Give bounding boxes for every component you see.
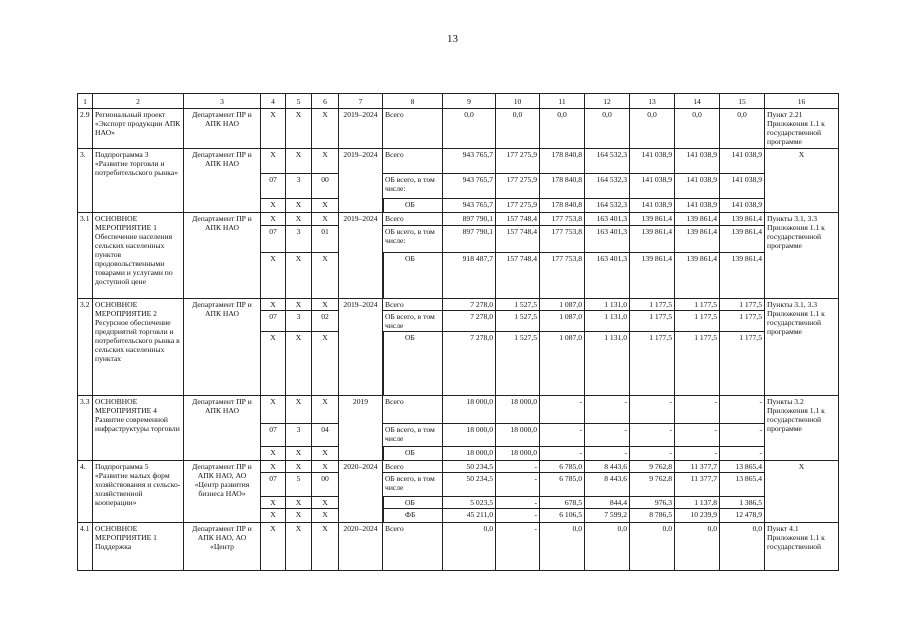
value-cell: 1 087,0 <box>540 311 585 332</box>
row-number: 3.1 <box>78 213 93 299</box>
value-cell: 141 038,9 <box>720 199 765 213</box>
code-col5: 3 <box>286 174 312 199</box>
row-number: 3. <box>78 149 93 213</box>
value-cell: 976,3 <box>630 497 675 509</box>
value-cell: 12 478,9 <box>720 509 765 523</box>
code-col5: 5 <box>286 473 312 497</box>
period: 2020–2024 <box>339 461 383 523</box>
code-col6: X <box>312 213 339 226</box>
code-col6: X <box>312 509 339 523</box>
code-col5: X <box>286 509 312 523</box>
value-cell: - <box>720 424 765 447</box>
value-cell: 157 748,4 <box>496 253 540 299</box>
funding-source: Всего <box>383 149 443 174</box>
value-cell: 11 377,7 <box>675 461 720 473</box>
value-cell: 141 038,9 <box>630 149 675 174</box>
code-col4: X <box>261 396 286 424</box>
funding-source: Всего <box>383 299 443 311</box>
value-cell: 163 401,3 <box>585 253 630 299</box>
funding-source: ОБ <box>383 332 443 396</box>
value-cell: 7 278,0 <box>443 311 496 332</box>
executor: Департамент ПР и АПК НАО <box>184 149 261 213</box>
code-col5: 3 <box>286 311 312 332</box>
value-cell: 1 131,0 <box>585 299 630 311</box>
header-cell: 13 <box>630 94 675 109</box>
code-col4: X <box>261 497 286 509</box>
value-cell: 163 401,3 <box>585 226 630 253</box>
value-cell: 0,0 <box>630 523 675 571</box>
code-col4: X <box>261 109 286 149</box>
code-col6: X <box>312 199 339 213</box>
value-cell: 1 386,5 <box>720 497 765 509</box>
value-cell: 1 177,5 <box>675 299 720 311</box>
value-cell: 918 487,7 <box>443 253 496 299</box>
value-cell: 141 038,9 <box>675 199 720 213</box>
value-cell: 139 861,4 <box>675 253 720 299</box>
code-col5: X <box>286 461 312 473</box>
code-col5: X <box>286 396 312 424</box>
header-cell: 1 <box>78 94 93 109</box>
header-cell: 5 <box>286 94 312 109</box>
row-number: 4. <box>78 461 93 523</box>
program-name: Подпрограмма 3 «Развитие торговли и потребительского рынка» <box>93 149 184 213</box>
value-cell: 8 443,6 <box>585 473 630 497</box>
funding-source: ОБ <box>383 497 443 509</box>
value-cell: 139 861,4 <box>630 253 675 299</box>
value-cell: 157 748,4 <box>496 213 540 226</box>
value-cell: - <box>630 447 675 461</box>
value-cell: 897 790,1 <box>443 213 496 226</box>
value-cell: - <box>675 424 720 447</box>
value-cell: 1 177,5 <box>630 311 675 332</box>
value-cell: 6 785,0 <box>540 461 585 473</box>
header-cell: 6 <box>312 94 339 109</box>
executor: Департамент ПР и АПК НАО, АО «Центр <box>184 523 261 571</box>
value-cell: 45 211,0 <box>443 509 496 523</box>
code-col6: 00 <box>312 174 339 199</box>
value-cell: 1 177,5 <box>675 332 720 396</box>
value-cell: 1 177,5 <box>720 299 765 311</box>
table-row <box>78 109 839 149</box>
value-cell: 164 532,3 <box>585 149 630 174</box>
period: 2020–2024 <box>339 523 383 571</box>
program-name: Региональный проект «Экспорт продукции АПК НАО» <box>93 109 184 149</box>
code-col6: X <box>312 332 339 396</box>
value-cell: - <box>630 424 675 447</box>
value-cell: 11 377,7 <box>675 473 720 497</box>
value-cell: 178 840,8 <box>540 199 585 213</box>
value-cell: 141 038,9 <box>720 149 765 174</box>
header-cell: 12 <box>585 94 630 109</box>
value-cell: 0,0 <box>675 523 720 571</box>
funding-source: ОБ всего, в том числе: <box>383 174 443 199</box>
value-cell: 139 861,4 <box>630 226 675 253</box>
funding-source: Всего <box>383 523 443 571</box>
header-cell: 7 <box>339 94 383 109</box>
code-col5: 3 <box>286 226 312 253</box>
value-cell: 943 765,7 <box>443 199 496 213</box>
header-cell: 10 <box>496 94 540 109</box>
value-cell: - <box>540 396 585 424</box>
value-cell: 1 177,5 <box>630 299 675 311</box>
value-cell: 0,0 <box>585 523 630 571</box>
period: 2019–2024 <box>339 149 383 213</box>
period: 2019 <box>339 396 383 461</box>
value-cell: 1 177,5 <box>720 332 765 396</box>
value-cell: 8 786,5 <box>630 509 675 523</box>
value-cell: 0,0 <box>585 109 630 149</box>
code-col6: 04 <box>312 424 339 447</box>
value-cell: 0,0 <box>496 109 540 149</box>
value-cell: - <box>496 497 540 509</box>
program-name: ОСНОВНОЕ МЕРОПРИЯТИЕ 2 Ресурсное обеспечение предприятий торговли и потребительского рынка в сельских населенных пунктах <box>93 299 184 396</box>
header-cell: 11 <box>540 94 585 109</box>
funding-source: ОБ всего, в том числе <box>383 473 443 497</box>
value-cell: 177 275,9 <box>496 174 540 199</box>
program-name: ОСНОВНОЕ МЕРОПРИЯТИЕ 4 Развитие современной инфраструктуры торговли <box>93 396 184 461</box>
value-cell: 177 753,8 <box>540 253 585 299</box>
funding-source: Всего <box>383 213 443 226</box>
value-cell: 164 532,3 <box>585 199 630 213</box>
code-col5: X <box>286 332 312 396</box>
value-cell: 6 106,5 <box>540 509 585 523</box>
period: 2019–2024 <box>339 299 383 396</box>
value-cell: - <box>540 447 585 461</box>
code-col5: X <box>286 199 312 213</box>
value-cell: 139 861,4 <box>675 213 720 226</box>
code-col4: X <box>261 299 286 311</box>
value-cell: 18 000,0 <box>496 396 540 424</box>
value-cell: 50 234,5 <box>443 473 496 497</box>
table-row <box>78 461 839 473</box>
value-cell: 18 000,0 <box>496 447 540 461</box>
value-cell: 1 177,5 <box>630 332 675 396</box>
value-cell: 1 177,5 <box>675 311 720 332</box>
value-cell: 0,0 <box>443 523 496 571</box>
value-cell: - <box>585 396 630 424</box>
code-col5: 3 <box>286 424 312 447</box>
executor: Департамент ПР и АПК НАО <box>184 109 261 149</box>
value-cell: 0,0 <box>540 523 585 571</box>
value-cell: - <box>720 396 765 424</box>
value-cell: 177 275,9 <box>496 199 540 213</box>
code-col4: X <box>261 149 286 174</box>
value-cell: 1 087,0 <box>540 332 585 396</box>
value-cell: 897 790,1 <box>443 226 496 253</box>
code-col4: 07 <box>261 226 286 253</box>
value-cell: 50 234,5 <box>443 461 496 473</box>
note: Пункты 3.1, 3.3 Приложения 1.1 к государственной программе <box>765 299 839 396</box>
value-cell: 5 023,5 <box>443 497 496 509</box>
value-cell: - <box>540 424 585 447</box>
value-cell: 6 785,0 <box>540 473 585 497</box>
note: Пункт 2.21 Приложения 1.1 к государственной программе <box>765 109 839 149</box>
code-col4: X <box>261 523 286 571</box>
value-cell: 8 443,6 <box>585 461 630 473</box>
value-cell: 0,0 <box>720 109 765 149</box>
value-cell: 1 137,8 <box>675 497 720 509</box>
value-cell: 178 840,8 <box>540 149 585 174</box>
value-cell: 0,0 <box>540 109 585 149</box>
code-col6: X <box>312 447 339 461</box>
value-cell: 164 532,3 <box>585 174 630 199</box>
code-col5: X <box>286 149 312 174</box>
funding-source: ОБ <box>383 253 443 299</box>
header-cell: 4 <box>261 94 286 109</box>
funding-source: ОБ всего, в том числе: <box>383 226 443 253</box>
value-cell: 1 131,0 <box>585 332 630 396</box>
value-cell: - <box>675 396 720 424</box>
program-name: Подпрограмма 5 «Развитие малых форм хозяйствования и сельско-хозяйственной кооперации» <box>93 461 184 523</box>
code-col5: X <box>286 447 312 461</box>
value-cell: 141 038,9 <box>675 149 720 174</box>
funding-source: ФБ <box>383 509 443 523</box>
table-row <box>78 299 839 311</box>
funding-source: Всего <box>383 461 443 473</box>
funding-source: ОБ всего, в том числе <box>383 424 443 447</box>
value-cell: - <box>496 523 540 571</box>
executor: Департамент ПР и АПК НАО, АО «Центр развития бизнеса НАО» <box>184 461 261 523</box>
value-cell: 7 599,2 <box>585 509 630 523</box>
value-cell: - <box>496 473 540 497</box>
value-cell: 13 865,4 <box>720 461 765 473</box>
note: X <box>765 149 839 213</box>
row-number: 3.3 <box>78 396 93 461</box>
value-cell: 139 861,4 <box>720 253 765 299</box>
funding-source: Всего <box>383 396 443 424</box>
code-col5: X <box>286 213 312 226</box>
value-cell: 9 762,8 <box>630 473 675 497</box>
period: 2019–2024 <box>339 109 383 149</box>
header-cell: 15 <box>720 94 765 109</box>
code-col4: X <box>261 213 286 226</box>
row-number: 4.1 <box>78 523 93 571</box>
code-col4: 07 <box>261 424 286 447</box>
code-col4: 07 <box>261 311 286 332</box>
period: 2019–2024 <box>339 213 383 299</box>
value-cell: - <box>630 396 675 424</box>
note: Пункты 3.1, 3.3 Приложения 1.1 к государственной программе <box>765 213 839 299</box>
value-cell: 177 753,8 <box>540 213 585 226</box>
value-cell: 141 038,9 <box>720 174 765 199</box>
table-row <box>78 213 839 226</box>
value-cell: 1 177,5 <box>720 311 765 332</box>
value-cell: 18 000,0 <box>443 424 496 447</box>
executor: Департамент ПР и АПК НАО <box>184 213 261 299</box>
value-cell: 0,0 <box>720 523 765 571</box>
code-col6: X <box>312 149 339 174</box>
value-cell: 844,4 <box>585 497 630 509</box>
code-col4: X <box>261 253 286 299</box>
value-cell: 7 278,0 <box>443 332 496 396</box>
code-col6: 02 <box>312 311 339 332</box>
value-cell: 177 753,8 <box>540 226 585 253</box>
value-cell: 141 038,9 <box>630 199 675 213</box>
value-cell: 18 000,0 <box>496 424 540 447</box>
value-cell: 0,0 <box>675 109 720 149</box>
note: Пункт 4.1 Приложения 1.1 к государственной <box>765 523 839 571</box>
value-cell: 0,0 <box>443 109 496 149</box>
code-col6: X <box>312 461 339 473</box>
code-col5: X <box>286 299 312 311</box>
value-cell: - <box>585 424 630 447</box>
value-cell: 1 131,0 <box>585 311 630 332</box>
program-name: ОСНОВНОЕ МЕРОПРИЯТИЕ 1 Поддержка <box>93 523 184 571</box>
value-cell: 139 861,4 <box>720 226 765 253</box>
code-col4: X <box>261 509 286 523</box>
code-col6: X <box>312 253 339 299</box>
header-cell: 9 <box>443 94 496 109</box>
value-cell: - <box>496 461 540 473</box>
code-col5: X <box>286 109 312 149</box>
value-cell: 139 861,4 <box>720 213 765 226</box>
page-number: 13 <box>447 33 458 45</box>
row-number: 2.9 <box>78 109 93 149</box>
value-cell: 141 038,9 <box>675 174 720 199</box>
note: Пункты 3.2 Приложения 1.1 к государственной программе <box>765 396 839 461</box>
code-col4: X <box>261 332 286 396</box>
value-cell: 139 861,4 <box>675 226 720 253</box>
value-cell: - <box>496 509 540 523</box>
value-cell: - <box>585 447 630 461</box>
table-row <box>78 149 839 174</box>
funding-source: Всего <box>383 109 443 149</box>
value-cell: - <box>675 447 720 461</box>
value-cell: 163 401,3 <box>585 213 630 226</box>
header-row <box>78 94 839 109</box>
value-cell: 13 865,4 <box>720 473 765 497</box>
value-cell: 10 239,9 <box>675 509 720 523</box>
row-number: 3.2 <box>78 299 93 396</box>
value-cell: 1 087,0 <box>540 299 585 311</box>
header-cell: 8 <box>383 94 443 109</box>
value-cell: 7 278,0 <box>443 299 496 311</box>
code-col4: 07 <box>261 473 286 497</box>
budget-table <box>77 93 839 571</box>
value-cell: 18 000,0 <box>443 447 496 461</box>
value-cell: 157 748,4 <box>496 226 540 253</box>
value-cell: 141 038,9 <box>630 174 675 199</box>
code-col4: X <box>261 447 286 461</box>
note: X <box>765 461 839 523</box>
code-col4: 07 <box>261 174 286 199</box>
code-col6: 00 <box>312 473 339 497</box>
code-col5: X <box>286 497 312 509</box>
header-cell: 14 <box>675 94 720 109</box>
value-cell: 139 861,4 <box>630 213 675 226</box>
code-col6: 01 <box>312 226 339 253</box>
code-col5: X <box>286 523 312 571</box>
code-col4: X <box>261 199 286 213</box>
value-cell: 177 275,9 <box>496 149 540 174</box>
code-col6: X <box>312 396 339 424</box>
value-cell: 943 765,7 <box>443 149 496 174</box>
value-cell: 0,0 <box>630 109 675 149</box>
header-cell: 3 <box>184 94 261 109</box>
code-col6: X <box>312 497 339 509</box>
funding-source: ОБ всего, в том числе <box>383 311 443 332</box>
code-col6: X <box>312 109 339 149</box>
code-col5: X <box>286 253 312 299</box>
value-cell: - <box>720 447 765 461</box>
value-cell: 678,5 <box>540 497 585 509</box>
value-cell: 9 762,8 <box>630 461 675 473</box>
value-cell: 1 527,5 <box>496 311 540 332</box>
executor: Департамент ПР и АПК НАО <box>184 396 261 461</box>
funding-source: ОБ <box>383 199 443 213</box>
table-row <box>78 523 839 571</box>
value-cell: 1 527,5 <box>496 299 540 311</box>
program-name: ОСНОВНОЕ МЕРОПРИЯТИЕ 1 Обеспечение населения сельских населенных пунктов продовольственными товарами и услугами по доступной цене <box>93 213 184 299</box>
header-cell: 2 <box>93 94 184 109</box>
code-col6: X <box>312 299 339 311</box>
value-cell: 943 765,7 <box>443 174 496 199</box>
table-row <box>78 396 839 424</box>
funding-source: ОБ <box>383 447 443 461</box>
header-cell: 16 <box>765 94 839 109</box>
value-cell: 178 840,8 <box>540 174 585 199</box>
code-col4: X <box>261 461 286 473</box>
value-cell: 18 000,0 <box>443 396 496 424</box>
executor: Департамент ПР и АПК НАО <box>184 299 261 396</box>
code-col6: X <box>312 523 339 571</box>
value-cell: 1 527,5 <box>496 332 540 396</box>
